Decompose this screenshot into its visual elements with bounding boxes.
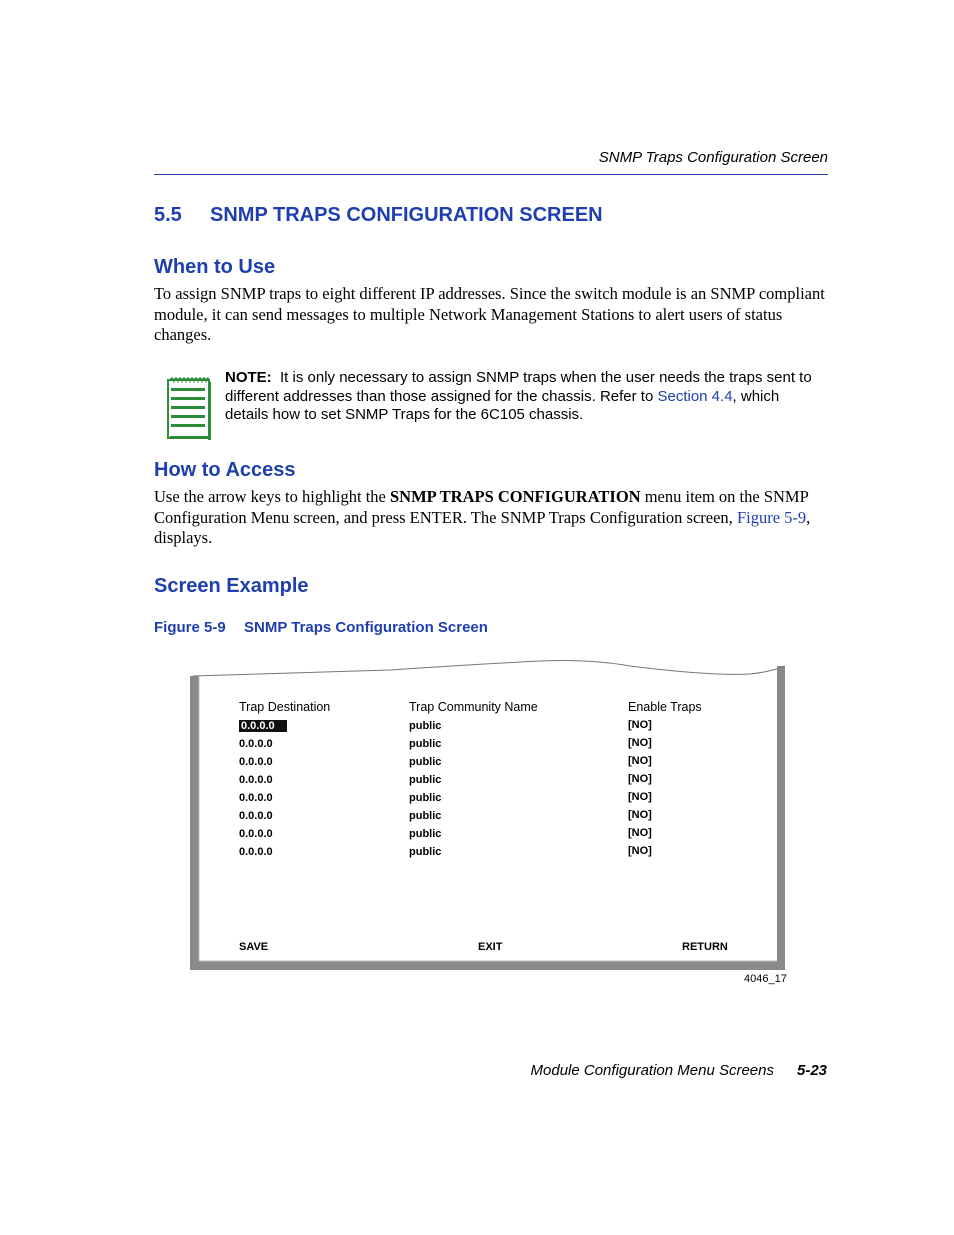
section-4-4-link[interactable]: Section 4.4 [657, 387, 733, 405]
how-to-access-text: Use the arrow keys to highlight the [154, 487, 386, 506]
enable-traps-toggle[interactable]: [NO] [628, 791, 652, 803]
how-to-access-body [154, 487, 830, 549]
section-number: 5.5 [154, 204, 182, 226]
figure-5-9-link[interactable]: Figure 5-9 [736, 507, 807, 527]
trap-destination-field[interactable]: 0.0.0.0 [239, 738, 273, 750]
enable-traps-toggle[interactable]: [NO] [628, 737, 652, 749]
enable-traps-toggle[interactable]: [NO] [628, 773, 652, 785]
header-rule [154, 174, 828, 175]
trap-community-field[interactable]: public [409, 756, 442, 768]
when-to-use-body: To assign SNMP traps to eight different IP addresses. Since the switch module is an SNMP compliant module, it can send messages to multiple Network Management Stations to alert users of status changes. [154, 284, 825, 344]
trap-community-field[interactable]: public [409, 810, 442, 822]
trap-destination-field[interactable]: 0.0.0.0 [239, 810, 273, 822]
enable-traps-toggle[interactable]: [NO] [628, 719, 652, 731]
note-text [225, 369, 825, 425]
trap-community-field[interactable]: public [409, 828, 442, 840]
return-command[interactable]: RETURN [682, 941, 728, 953]
figure-number: Figure 5-9 [154, 619, 226, 636]
note-body: It is only necessary to assign SNMP traps when the user needs the traps sent to different addresses than those assigned for the chassis. Refer to [225, 369, 812, 405]
when-to-use-heading: When to Use [154, 256, 276, 278]
figure-title: SNMP Traps Configuration Screen [244, 619, 488, 636]
trap-community-field[interactable]: public [409, 792, 442, 804]
save-command[interactable]: SAVE [239, 941, 269, 953]
how-to-access-text-2: menu item on the SNMP Configuration Menu screen, and press ENTER. The SNMP Traps Configuration screen, [154, 487, 809, 527]
exit-command[interactable]: EXIT [478, 941, 503, 953]
section-title-text: SNMP TRAPS CONFIGURATION SCREEN [210, 204, 603, 226]
enable-traps-toggle[interactable]: [NO] [628, 755, 652, 767]
column-header-trap-community-name: Trap Community Name [409, 700, 538, 714]
how-to-access-end: , displays. [154, 507, 811, 547]
figure-id: 4046_17 [744, 973, 787, 985]
trap-destination-field[interactable]: 0.0.0.0 [239, 846, 273, 858]
trap-community-field[interactable]: public [409, 720, 442, 732]
terminal-screen [190, 660, 790, 975]
figure-caption [154, 619, 488, 636]
note-label: NOTE: [225, 369, 272, 386]
enable-traps-toggle[interactable]: [NO] [628, 827, 652, 839]
running-header: SNMP Traps Configuration Screen [598, 149, 828, 166]
trap-community-field[interactable]: public [409, 738, 442, 750]
enable-traps-toggle[interactable]: [NO] [628, 809, 652, 821]
note-pad-icon [166, 374, 212, 440]
screen-example-heading: Screen Example [154, 575, 309, 597]
how-to-access-heading: How to Access [154, 459, 296, 481]
note-body-end: , which details how to set SNMP Traps for the 6C105 chassis. [225, 387, 780, 423]
column-header-enable-traps: Enable Traps [628, 700, 702, 714]
page-number: 5-23 [797, 1062, 828, 1079]
section-title [154, 204, 603, 227]
trap-destination-field[interactable]: 0.0.0.0 [239, 756, 273, 768]
enable-traps-toggle[interactable]: [NO] [628, 845, 652, 857]
trap-destination-field[interactable]: 0.0.0.0 [239, 774, 273, 786]
trap-community-field[interactable]: public [409, 846, 442, 858]
menu-item-name: SNMP TRAPS CONFIGURATION [390, 487, 641, 506]
footer-title: Module Configuration Menu Screens [530, 1062, 774, 1079]
trap-destination-field[interactable]: 0.0.0.0 [239, 720, 287, 732]
trap-destination-field[interactable]: 0.0.0.0 [239, 828, 273, 840]
column-header-trap-destination: Trap Destination [239, 700, 331, 714]
trap-destination-field[interactable]: 0.0.0.0 [239, 792, 273, 804]
trap-community-field[interactable]: public [409, 774, 442, 786]
